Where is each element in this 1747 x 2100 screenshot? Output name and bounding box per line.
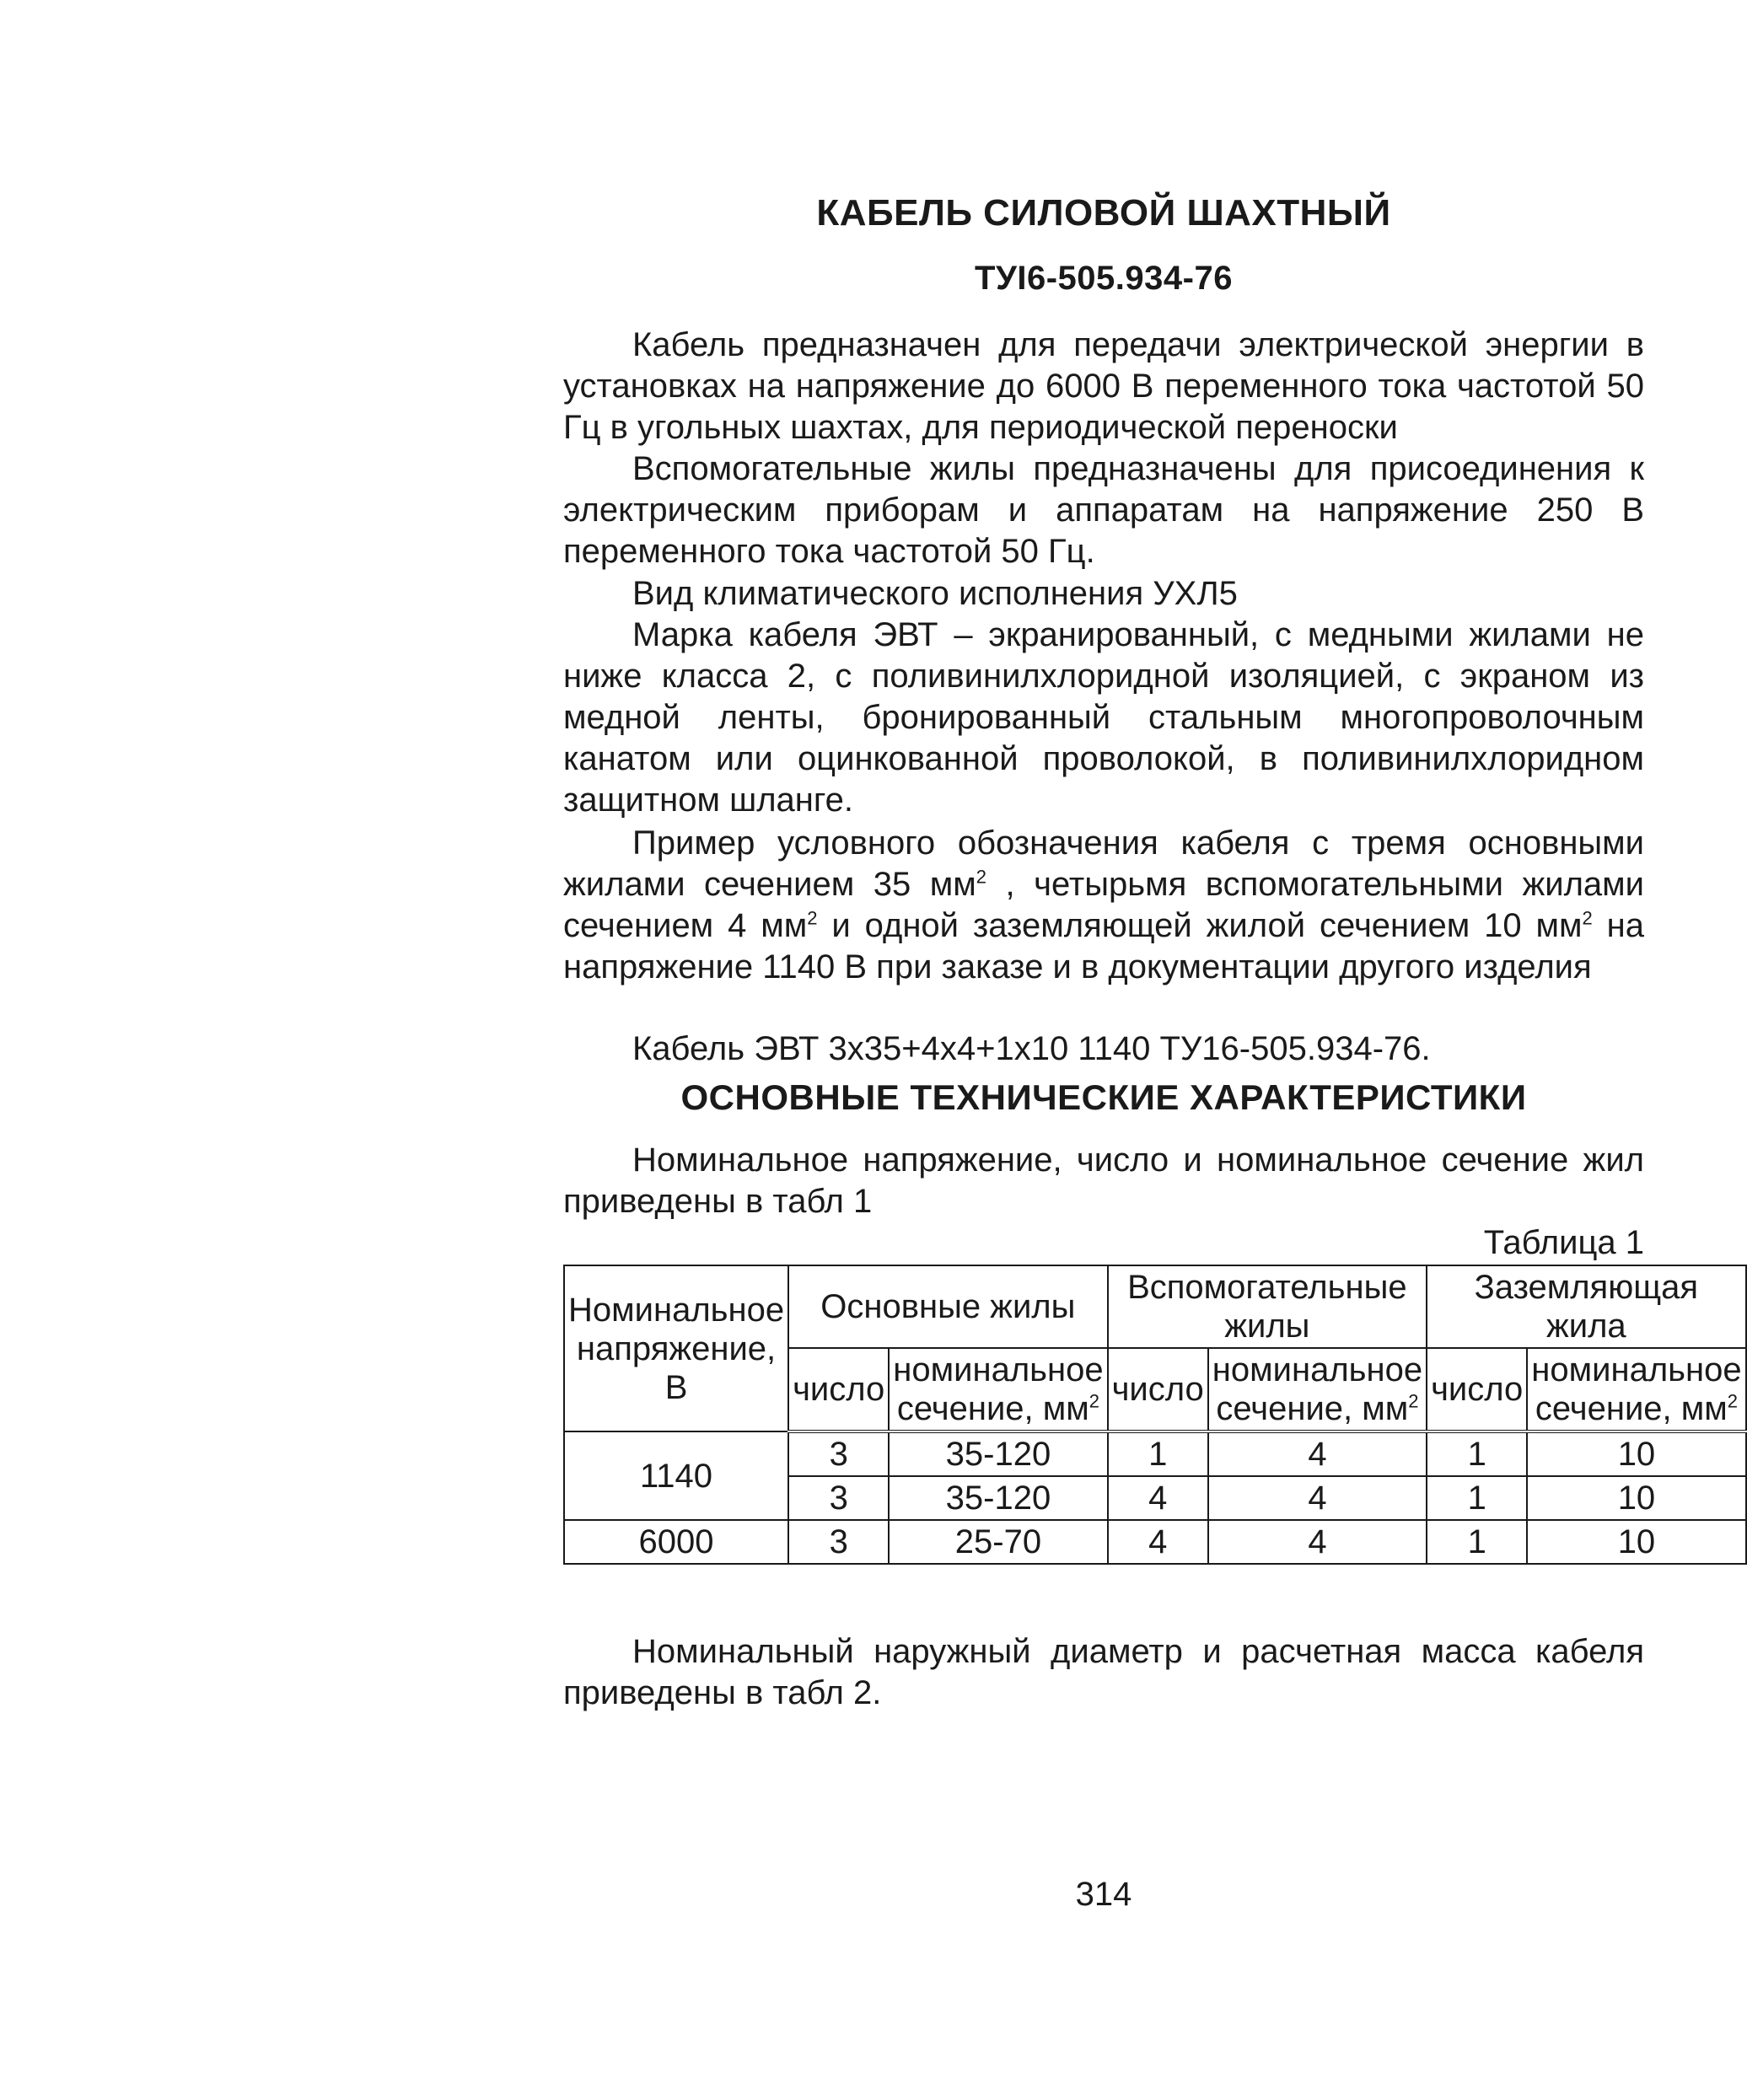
header-section-text: номинальное сечение, мм <box>1531 1351 1742 1427</box>
superscript: 2 <box>1408 1390 1419 1412</box>
table-caption: Таблица 1 <box>1483 1224 1644 1261</box>
superscript: 2 <box>807 907 818 929</box>
header-ground-core: Заземляющая жила <box>1427 1265 1746 1348</box>
paragraph-auxiliary-cores: Вспомогательные жилы предназначены для присоединения к электрическим приборам и аппаратам на напряжение 250 В переменного тока частотой 50 Гц. <box>563 450 1644 570</box>
cell-ground-count: 1 <box>1427 1520 1527 1564</box>
designation-text-b: , четырьмя вспомогательными жилами сечением 4 мм <box>563 866 1645 944</box>
table-row <box>564 1520 1746 1564</box>
paragraph-climate: Вид климатического исполнения УХЛ5 <box>632 575 1238 612</box>
page-number: 314 <box>1075 1876 1132 1913</box>
superscript: 2 <box>1582 907 1593 929</box>
cell-main-section: 25-70 <box>889 1520 1107 1564</box>
cell-voltage: 1140 <box>564 1431 788 1520</box>
superscript: 2 <box>1727 1390 1739 1412</box>
paragraph-cable-brand: Марка кабеля ЭВТ – экранированный, с медными жилами не ниже класса 2, с поливинилхлоридной изоляцией, с экраном из медной ленты, бронированный стальным многопроволочным канатом или оцинкованной проволокой, в поливинилхлоридном защитном шланге. <box>563 616 1644 819</box>
cell-main-section: 35-120 <box>889 1431 1107 1476</box>
spec-table <box>563 1265 1747 1565</box>
cell-main-count: 3 <box>788 1520 889 1564</box>
header-main-cores: Основные жилы <box>788 1265 1108 1348</box>
cell-ground-section: 10 <box>1527 1476 1745 1520</box>
cell-aux-count: 1 <box>1108 1431 1208 1476</box>
cell-main-count: 3 <box>788 1476 889 1520</box>
paragraph-designation-code: Кабель ЭВТ 3х35+4х4+1х10 1140 ТУ16-505.934-76. <box>632 1030 1431 1067</box>
header-section-text: номинальное сечение, мм <box>893 1351 1104 1427</box>
header-section <box>1527 1348 1745 1431</box>
cell-ground-count: 1 <box>1427 1431 1527 1476</box>
paragraph-table-intro: Номинальное напряжение, число и номинальное сечение жил приведены в табл 1 <box>563 1141 1644 1220</box>
document-subtitle: ТУI6-505.934-76 <box>975 260 1233 297</box>
paragraph-purpose: Кабель предназначен для передачи электрической энергии в установках на напряжение до 6000 В переменного тока частотой 50 Гц в угольных шахтах, для периодической переноски <box>563 326 1644 446</box>
designation-text-a: Пример условного обозначения кабеля с тремя основными жилами сечением 35 мм <box>563 824 1644 903</box>
header-section <box>1208 1348 1427 1431</box>
header-section <box>889 1348 1107 1431</box>
designation-text-d: на напряжение 1140 В при заказе и в документации другого изделия <box>563 907 1644 986</box>
cell-ground-count: 1 <box>1427 1476 1527 1520</box>
header-count: число <box>1427 1348 1527 1431</box>
header-voltage: Номинальное напряжение, В <box>564 1265 788 1431</box>
header-section-text: номинальное сечение, мм <box>1212 1351 1423 1427</box>
cell-ground-section: 10 <box>1527 1431 1745 1476</box>
section-heading: ОСНОВНЫЕ ТЕХНИЧЕСКИЕ ХАРАКТЕРИСТИКИ <box>680 1077 1527 1117</box>
cell-aux-section: 4 <box>1208 1431 1427 1476</box>
table-row <box>564 1431 1746 1476</box>
cell-aux-count: 4 <box>1108 1520 1208 1564</box>
designation-text-c: и одной заземляющей жилой сечением 10 мм <box>831 907 1583 944</box>
cell-aux-section: 4 <box>1208 1520 1427 1564</box>
cell-main-section: 35-120 <box>889 1476 1107 1520</box>
header-count: число <box>788 1348 889 1431</box>
cell-ground-section: 10 <box>1527 1520 1745 1564</box>
header-aux-cores: Вспомогательные жилы <box>1108 1265 1427 1348</box>
superscript: 2 <box>1089 1390 1100 1412</box>
header-count: число <box>1108 1348 1208 1431</box>
cell-aux-section: 4 <box>1208 1476 1427 1520</box>
superscript: 2 <box>976 866 987 888</box>
cell-voltage: 6000 <box>564 1520 788 1564</box>
paragraph-designation-example <box>563 823 1644 988</box>
cell-aux-count: 4 <box>1108 1476 1208 1520</box>
paragraph-table2-intro: Номинальный наружный диаметр и расчетная масса кабеля приведены в табл 2. <box>563 1633 1644 1711</box>
document-title: КАБЕЛЬ СИЛОВОЙ ШАХТНЫЙ <box>816 192 1391 234</box>
cell-main-count: 3 <box>788 1431 889 1476</box>
